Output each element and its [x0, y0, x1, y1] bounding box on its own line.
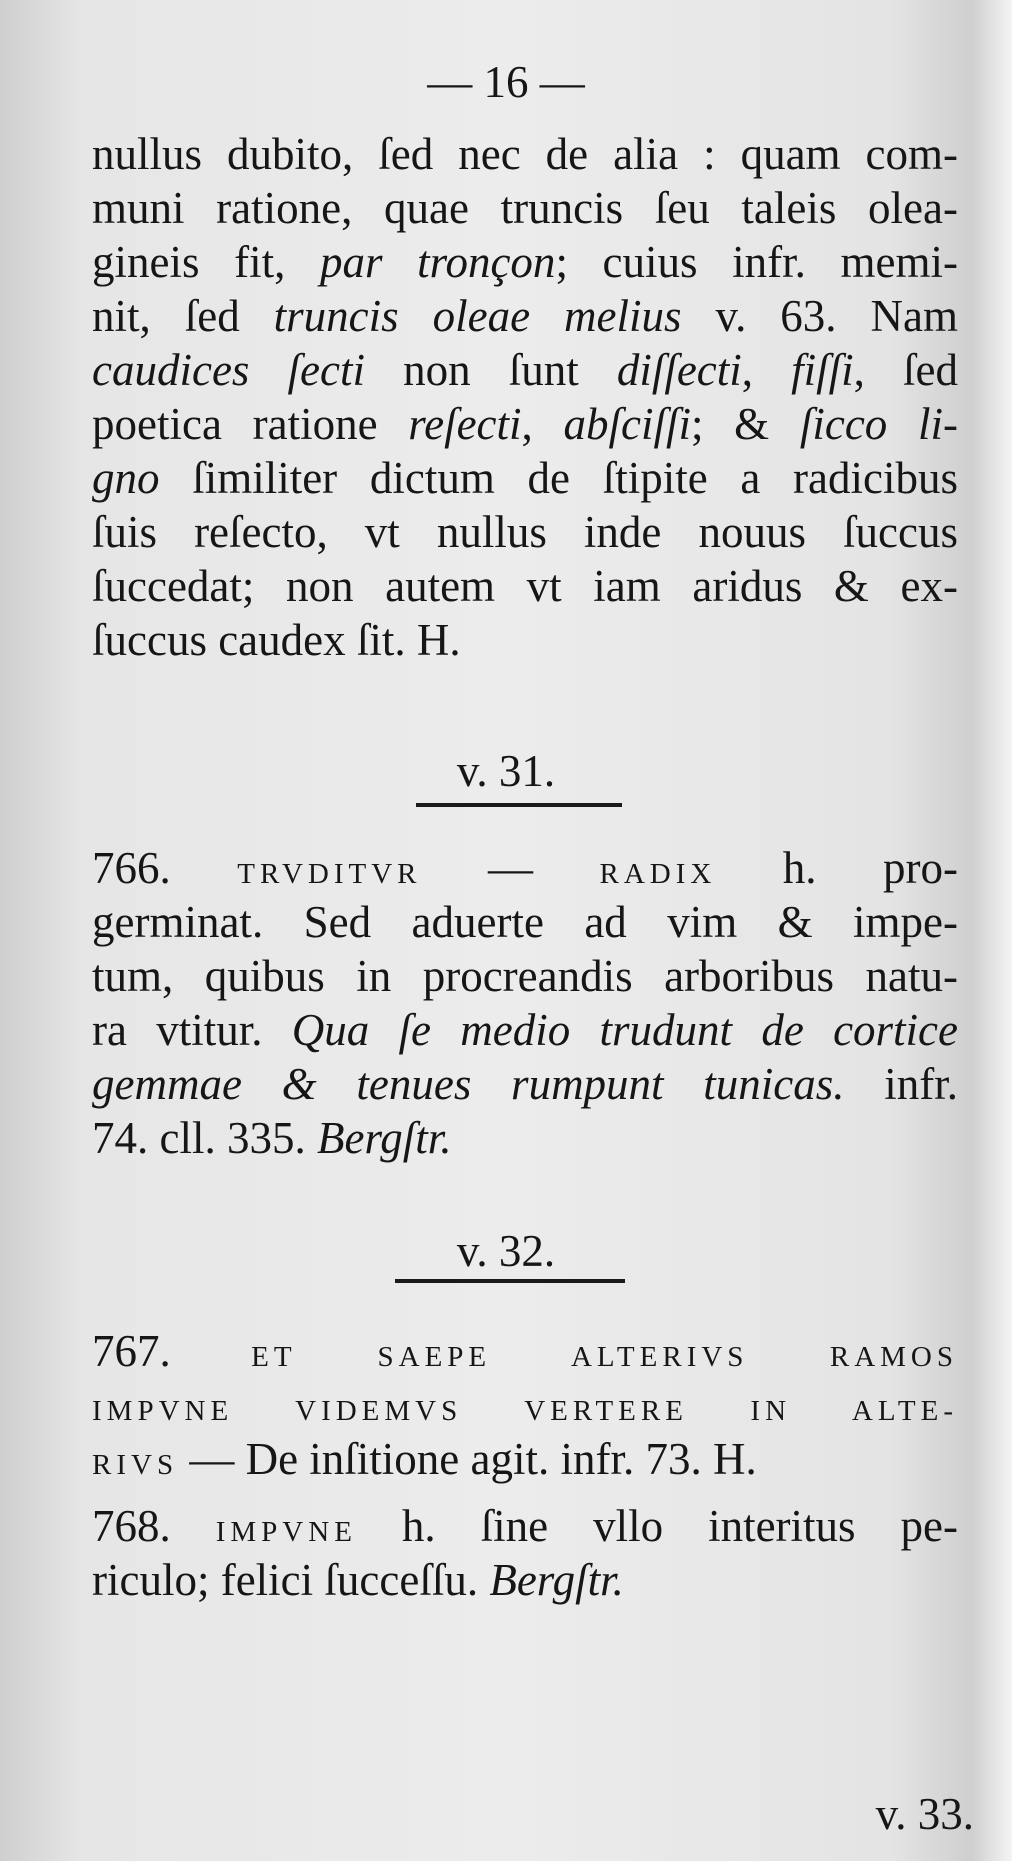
heading-rule-31 — [416, 803, 622, 807]
para1-line: nit, ſed truncis oleae melius v. 63. Nam — [92, 291, 958, 341]
verse-heading-31: v. 31. — [456, 746, 556, 796]
para766-line: tum, quibus in procreandis arboribus natu- — [92, 951, 958, 1001]
para768-line: 768. IMPVNE h. ſine vllo interitus pe- — [92, 1501, 958, 1551]
heading-rule-32 — [395, 1279, 625, 1283]
para1-line: gno ſimiliter dictum de ſtipite a radicibus — [92, 453, 958, 503]
para1-line: caudices ſecti non ſunt diſſecti, fiſſi, ſed — [92, 345, 959, 395]
para1-line: gineis fit, par tronçon; cuius infr. memi- — [92, 237, 958, 287]
para1-line: poetica ratione reſecti, abſciſſi; & ſicco li- — [92, 399, 958, 449]
para768-line: riculo; felici ſucceſſu. Bergſtr. — [92, 1555, 624, 1605]
para766-line: 74. cll. 335. Bergſtr. — [92, 1113, 452, 1163]
para766-line: germinat. Sed aduerte ad vim & impe- — [92, 897, 958, 947]
para1-line: ſuccedat; non autem vt iam aridus & ex- — [92, 561, 958, 611]
para1-line: nullus dubito, ſed nec de alia : quam com- — [92, 129, 958, 179]
para766-line: gemmae & tenues rumpunt tunicas. infr. — [92, 1059, 958, 1109]
para1-line: ſuis reſecto, vt nullus inde nouus ſuccus — [92, 507, 958, 557]
catchword: v. 33. — [875, 1789, 974, 1839]
para767-line: IMPVNE VIDEMVS VERTERE IN ALTE- — [92, 1395, 958, 1427]
para1-line: muni ratione, quae truncis ſeu taleis olea- — [92, 183, 958, 233]
para766-line: ra vtitur. Qua ſe medio trudunt de cortice — [92, 1005, 959, 1055]
para767-line: 767. ET SAEPE ALTERIVS RAMOS — [92, 1326, 958, 1376]
para766-line: 766. TRVDITVR — RADIX h. pro- — [92, 843, 959, 893]
para767-line: RIVS — De inſitione agit. infr. 73. H. — [92, 1434, 757, 1484]
para1-line: ſuccus caudex ſit. H. — [92, 615, 461, 665]
page-number: — 16 — — [427, 57, 585, 107]
verse-heading-32: v. 32. — [456, 1226, 556, 1276]
